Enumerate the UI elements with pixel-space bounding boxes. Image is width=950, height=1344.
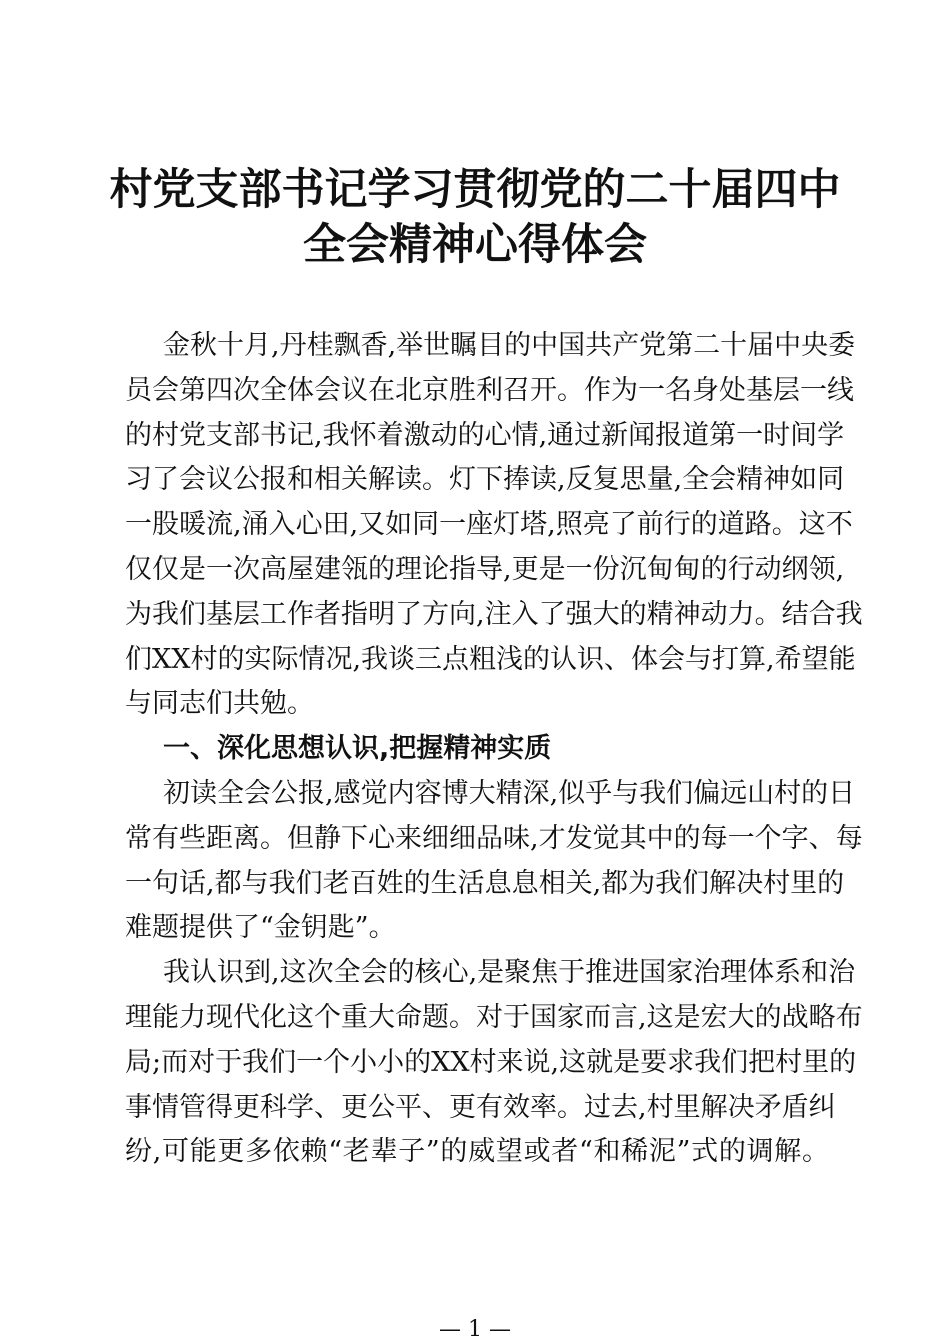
paragraph-line: 初读全会公报,感觉内容博大精深,似乎与我们偏远山村的日	[163, 777, 856, 809]
paragraph-line: 局;而对于我们一个小小的XX村来说,这就是要求我们把村里的	[125, 1046, 857, 1078]
paragraph-line: 理能力现代化这个重大命题。对于国家而言,这是宏大的战略布	[125, 1001, 863, 1033]
paragraph-line: 我认识到,这次全会的核心,是聚焦于推进国家治理体系和治	[163, 957, 856, 989]
paragraph-line: 与同志们共勉。	[125, 688, 314, 720]
paragraph-line: 习了会议公报和相关解读。灯下捧读,反复思量,全会精神如同	[125, 464, 845, 496]
paragraph-line: 事情管得更科学、更公平、更有效率。过去,村里解决矛盾纠	[125, 1091, 836, 1123]
paragraph-line: 为我们基层工作者指明了方向,注入了强大的精神动力。结合我	[125, 598, 863, 630]
paragraph-line: 纷,可能更多依赖“老辈子”的威望或者“和稀泥”式的调解。	[125, 1136, 829, 1168]
paragraph-line: 们XX村的实际情况,我谈三点粗浅的认识、体会与打算,希望能	[125, 643, 856, 675]
paragraph-line: 一股暖流,涌入心田,又如同一座灯塔,照亮了前行的道路。这不	[125, 509, 853, 541]
document-body	[125, 324, 863, 1175]
paragraph-line: 金秋十月,丹桂飘香,举世瞩目的中国共产党第二十届中央委	[163, 330, 856, 361]
page-number: — 1 —	[439, 1317, 511, 1342]
paragraph-line: 难题提供了“金钥匙”。	[125, 912, 396, 944]
paragraph-line: 常有些距离。但静下心来细细品味,才发觉其中的每一个字、每	[125, 822, 863, 854]
document-title-line-1: 村党支部书记学习贯彻党的二十届四中	[109, 165, 841, 215]
document-title-line-2: 全会精神心得体会	[303, 220, 647, 270]
paragraph-line: 一句话,都与我们老百姓的生活息息相关,都为我们解决村里的	[125, 867, 845, 899]
paragraph-line: 员会第四次全体会议在北京胜利召开。作为一名身处基层一线	[125, 374, 854, 406]
paragraph-line: 的村党支部书记,我怀着激动的心情,通过新闻报道第一时间学	[125, 419, 845, 451]
section-heading: 一、深化思想认识,把握精神实质	[163, 733, 552, 765]
paragraph-line: 仅仅是一次高屋建瓴的理论指导,更是一份沉甸甸的行动纲领,	[125, 553, 845, 585]
